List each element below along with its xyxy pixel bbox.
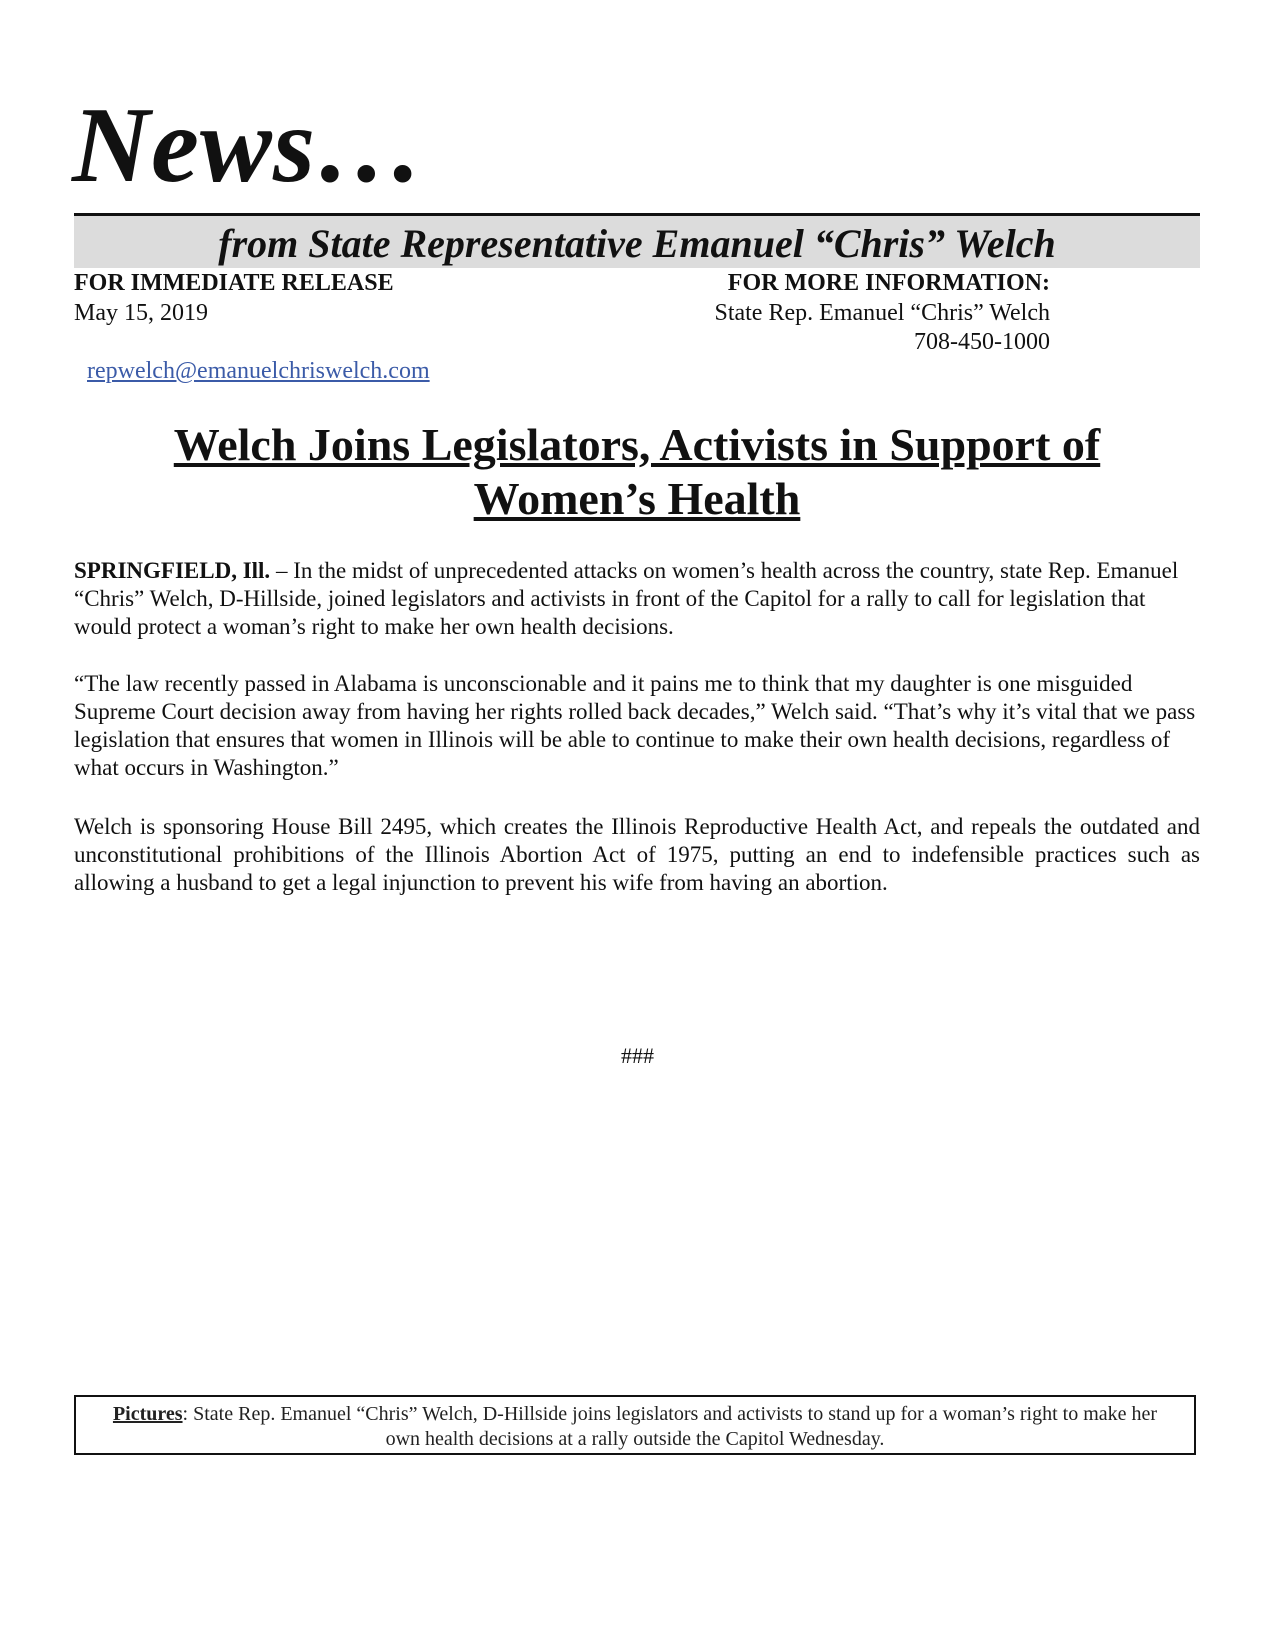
body-paragraph-2: “The law recently passed in Alabama is unconscionable and it pains me to think that my daughter is one misguided Supreme Court decision away from having her rights rolled back decades,” Welch said. “That’s why it’s vital that we pass legislation that ensures that women in Illinois will be able to continue to make their own health decisions, regardless of what occurs in Washington.”	[74, 671, 1196, 780]
release-label: FOR IMMEDIATE RELEASE	[74, 270, 394, 296]
masthead-title: News…	[72, 86, 425, 205]
headline-line-2: Women’s Health	[473, 473, 801, 524]
caption-label: Pictures	[112, 1403, 183, 1425]
body-paragraph-1	[74, 557, 1200, 641]
release-date: May 15, 2019	[74, 300, 208, 326]
caption-separator: :	[182, 1403, 189, 1425]
body-paragraph-3: Welch is sponsoring House Bill 2495, which creates the Illinois Reproductive Health Act, and repeals the outdated and unconstitutional prohibitions of the Illinois Abortion Act of 1975, putting an end to indefensible practices such as allowing a husband to get a legal injunction to prevent his wife from having an abortion.	[74, 814, 1200, 895]
caption-text: State Rep. Emanuel “Chris” Welch, D-Hillside joins legislators and activists to stand up for a woman’s right to make her own health decisions at a rally outside the Capitol Wednesday.	[188, 1403, 1158, 1450]
contact-phone: 708-450-1000	[914, 329, 1050, 355]
from-line-banner: from State Representative Emanuel “Chris” Welch	[74, 216, 1200, 268]
headline	[74, 418, 1200, 526]
photo-caption-box	[74, 1395, 1196, 1455]
contact-label: FOR MORE INFORMATION:	[727, 270, 1050, 296]
paragraph-1-text: – In the midst of unprecedented attacks on women’s health across the country, state Rep. Emanuel “Chris” Welch, D-Hillside, joined legislators and activists in front of the Capitol for a rally to call for legislation that would protect a woman’s right to make her own health decisions.	[74, 558, 1179, 639]
contact-name: State Rep. Emanuel “Chris” Welch	[714, 300, 1050, 326]
headline-line-1: Welch Joins Legislators, Activists in Support of	[173, 419, 1101, 470]
end-mark: ###	[621, 1043, 654, 1068]
contact-email-link[interactable]: repwelch@emanuelchriswelch.com	[87, 358, 430, 384]
dateline: SPRINGFIELD, Ill.	[74, 558, 271, 583]
